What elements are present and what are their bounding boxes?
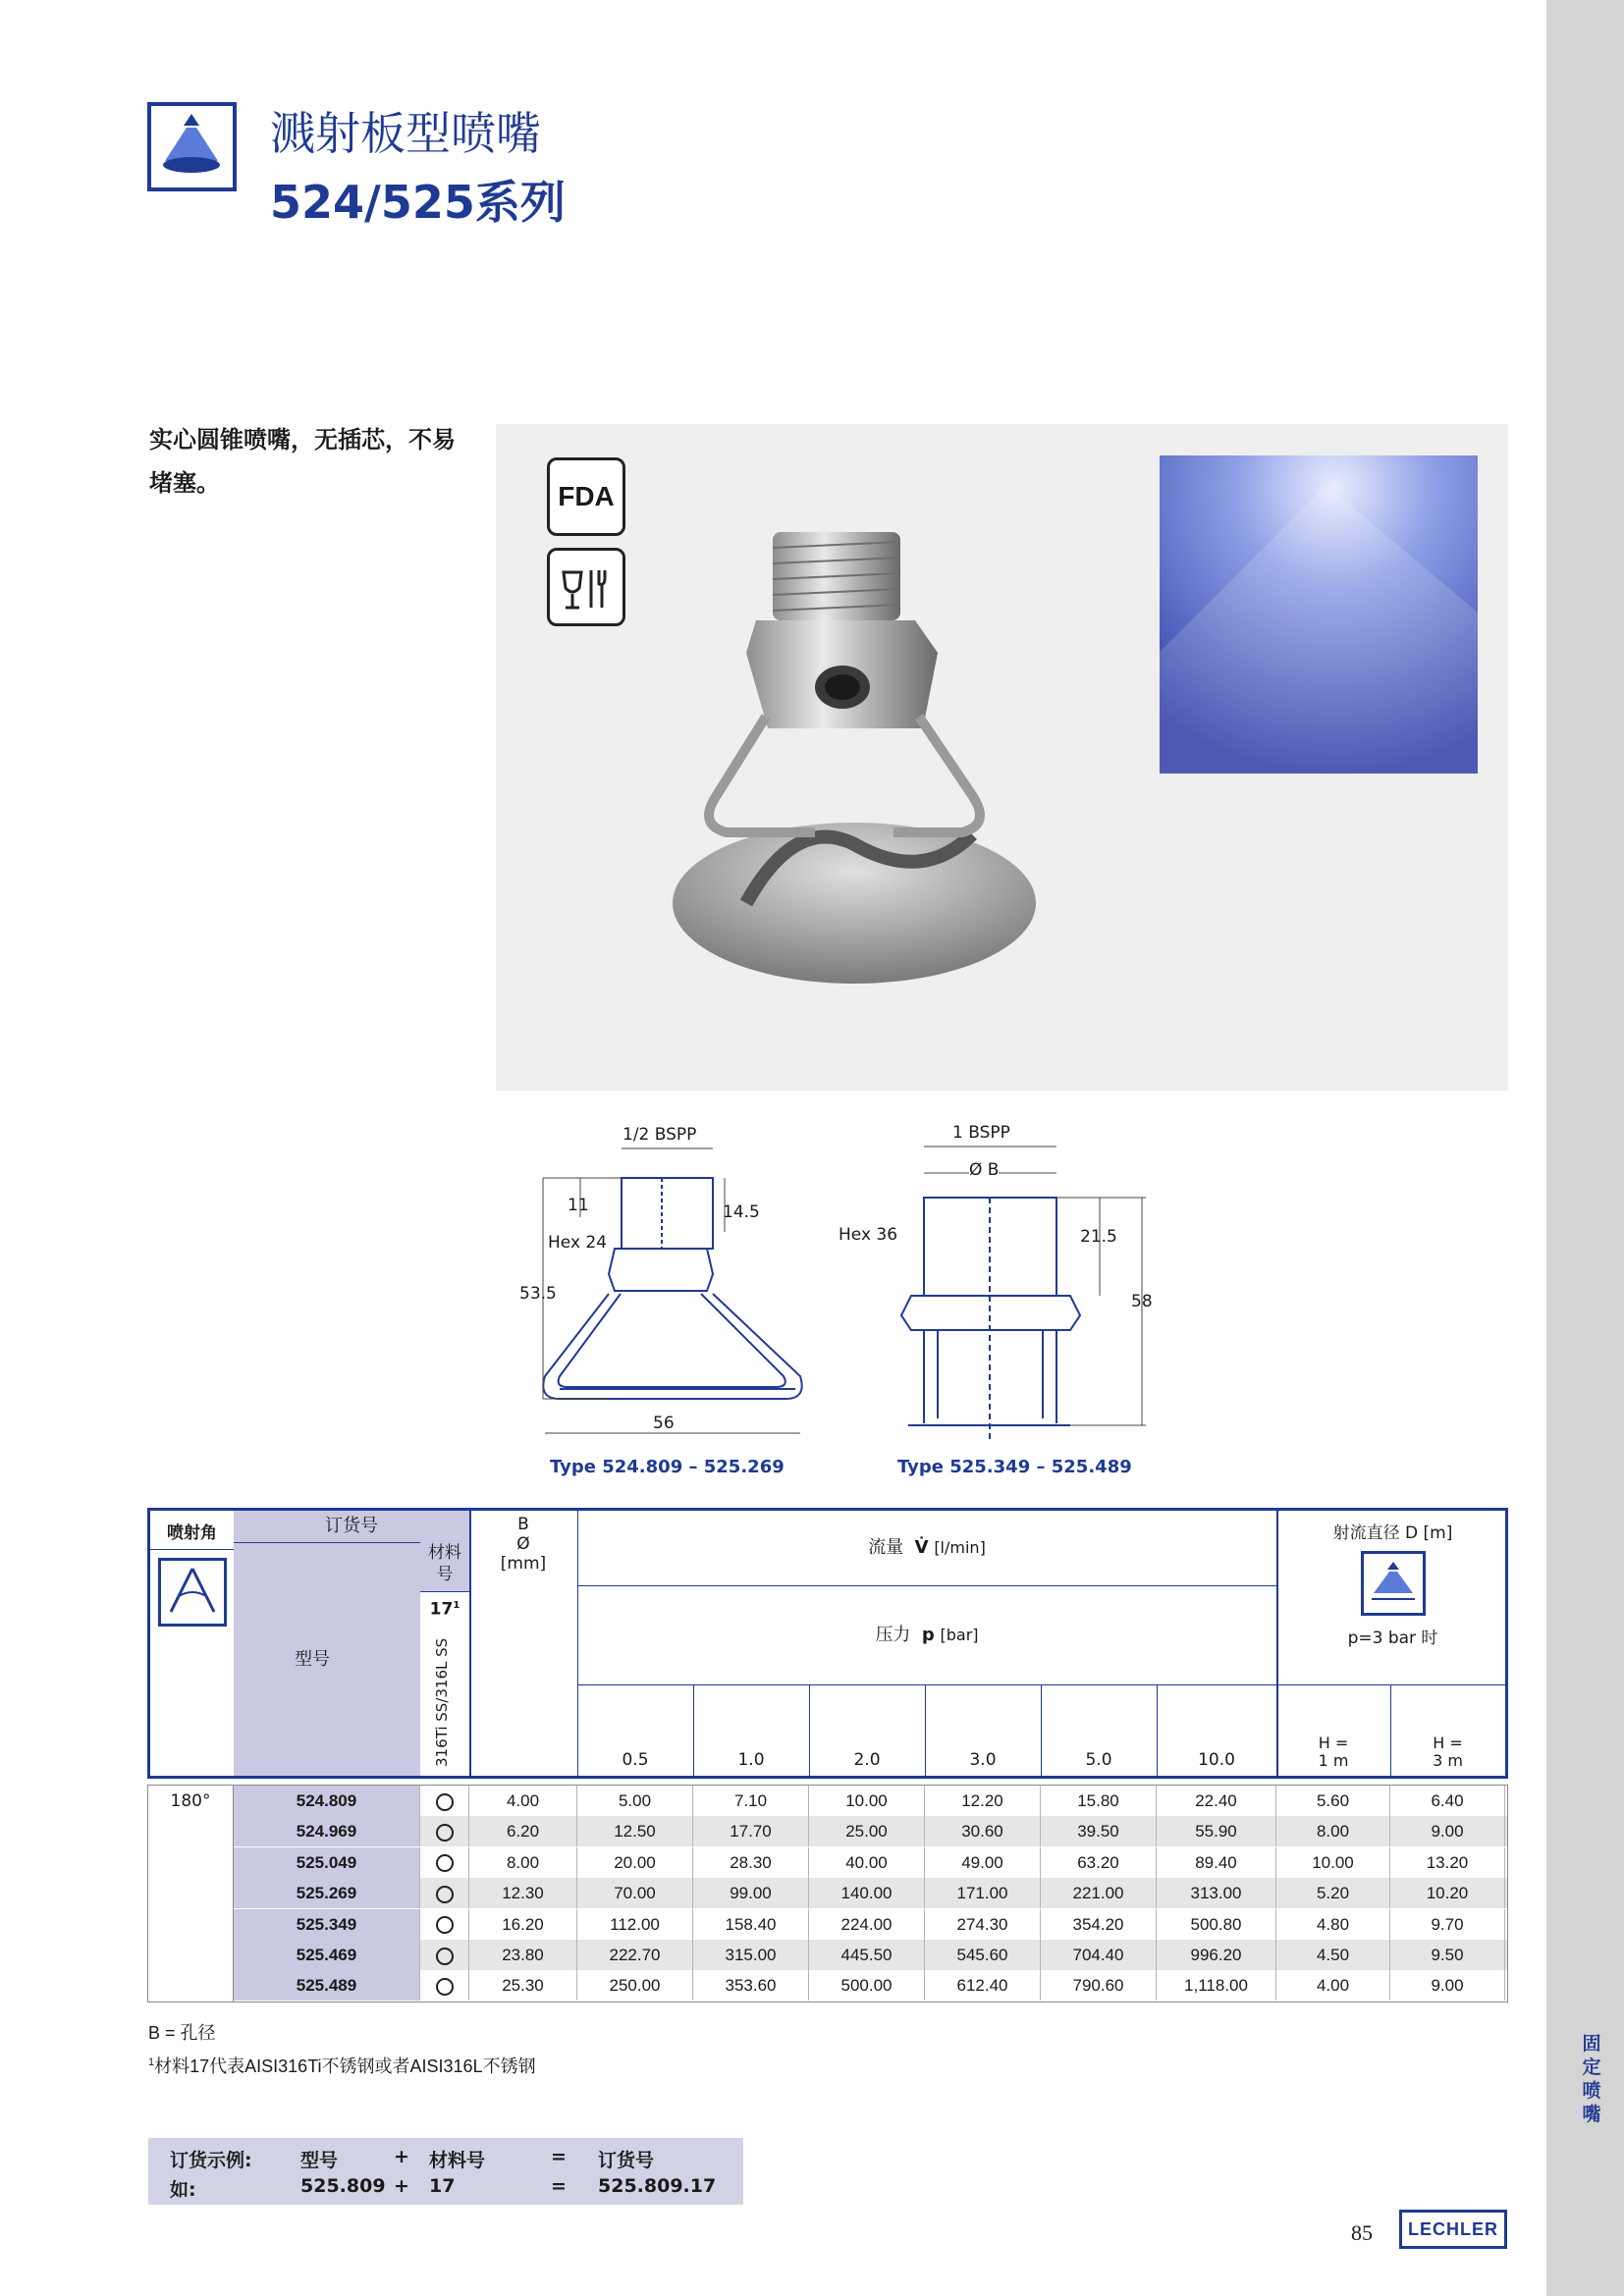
flow-cell: 15.80 <box>1041 1786 1157 1816</box>
flow-cell: 704.40 <box>1041 1940 1157 1970</box>
bore-header-symbol: Ø <box>516 1534 530 1554</box>
pressure-unit: [bar] <box>940 1626 979 1644</box>
bore-definition-note: B = 孔径 <box>148 2023 216 2043</box>
order-example-label: 订货示例: <box>170 2150 252 2171</box>
pressure-col: 2.0 <box>853 1750 881 1770</box>
flow-cell: 99.00 <box>693 1878 809 1908</box>
material-footnote <box>148 2053 536 2078</box>
flow-cell: 996.20 <box>1157 1940 1276 1970</box>
material-code: $17^1$ <box>420 1592 469 1620</box>
bore-cell: 16.20 <box>469 1909 577 1940</box>
angle-header-label: 喷射角 <box>150 1511 234 1550</box>
jet-3m-cell: 10.20 <box>1390 1878 1505 1908</box>
angle-value: 180° <box>148 1786 234 2002</box>
page-title: 溅射板型喷嘴 <box>270 107 541 160</box>
model-cell: 525.469 <box>234 1940 420 1970</box>
hex-label-large: Hex 36 <box>839 1225 898 1245</box>
table-row <box>234 1786 1507 1816</box>
pressure-header <box>577 1586 1276 1685</box>
model-cell: 525.349 <box>234 1909 420 1940</box>
pressure-col: 0.5 <box>622 1750 649 1770</box>
order-header-label: 订货号 <box>234 1511 469 1543</box>
flow-cell: 70.00 <box>577 1878 693 1908</box>
series-title: 524/525系列 <box>270 176 566 229</box>
jet-condition-label: p=3 bar 时 <box>1347 1629 1438 1648</box>
flow-cell: 354.20 <box>1041 1909 1157 1940</box>
order-example-model-header: 型号 <box>300 2150 339 2171</box>
flow-cell: 40.00 <box>809 1847 925 1878</box>
angle-header <box>150 1511 235 1776</box>
brand-logo: LECHLER <box>1399 2210 1507 2249</box>
pressure-label: 压力 <box>875 1625 911 1645</box>
material-option-circle[interactable] <box>436 1854 454 1872</box>
material-radio[interactable] <box>420 1878 469 1908</box>
dim-14-5-label: 14.5 <box>723 1202 760 1222</box>
page-number: 85 <box>1351 2220 1373 2245</box>
flow-cell: 612.40 <box>925 1970 1041 2001</box>
flow-cell: 22.40 <box>1157 1786 1276 1816</box>
pressure-col: 3.0 <box>969 1750 997 1770</box>
spray-nozzle-logo-icon <box>147 102 237 191</box>
footnote-marker: 1 <box>148 2056 155 2068</box>
model-cell: 525.049 <box>234 1847 420 1878</box>
order-example-equals-2: = <box>551 2175 567 2197</box>
flow-symbol: V̇ <box>914 1537 929 1558</box>
model-cell: 525.489 <box>234 1970 420 2001</box>
material-radio[interactable] <box>420 1909 469 1940</box>
intro-text: 实心圆锥喷嘴，无插芯，不易堵塞。 <box>149 426 456 497</box>
height-col: H = 3 m <box>1433 1734 1463 1770</box>
material-radio[interactable] <box>420 1816 469 1846</box>
order-example-order-value: 525.809.17 <box>598 2175 717 2197</box>
flow-cell: 222.70 <box>577 1940 693 1970</box>
table-body <box>147 1785 1508 2002</box>
flow-cell: 790.60 <box>1041 1970 1157 2001</box>
jet-3m-cell: 9.70 <box>1390 1909 1505 1940</box>
order-example-label-2: 如: <box>170 2179 196 2201</box>
hex-label: Hex 24 <box>548 1233 608 1253</box>
flow-cell: 274.30 <box>925 1909 1041 1940</box>
width-label: 56 <box>653 1414 675 1433</box>
order-example-model-value: 525.809 <box>300 2175 386 2197</box>
bore-cell: 25.30 <box>469 1970 577 2001</box>
height-col: H = 1 m <box>1318 1734 1349 1770</box>
material-option-circle[interactable] <box>436 1824 454 1842</box>
order-example-material-value: 17 <box>429 2175 456 2197</box>
bore-cell: 8.00 <box>469 1847 577 1878</box>
flow-cell: 28.30 <box>693 1847 809 1878</box>
material-radio[interactable] <box>420 1847 469 1878</box>
material-option-circle[interactable] <box>436 1916 454 1934</box>
flow-cell: 20.00 <box>577 1847 693 1878</box>
order-example-material-header: 材料号 <box>429 2150 486 2171</box>
flow-cell: 112.00 <box>577 1909 693 1940</box>
flow-header <box>577 1511 1276 1586</box>
flow-label: 流量 <box>868 1537 904 1558</box>
sidebar-section-label: 固定喷嘴 <box>1582 2033 1601 2125</box>
bore-header-b: B <box>517 1515 529 1534</box>
drawing-caption-right: Type 525.349 – 525.489 <box>897 1457 1132 1477</box>
material-option-circle[interactable] <box>436 1793 454 1811</box>
bore-cell: 6.20 <box>469 1816 577 1846</box>
flow-cell: 500.00 <box>809 1970 925 2001</box>
model-header-label: 型号 <box>295 1649 330 1670</box>
jet-3m-cell: 6.40 <box>1390 1786 1505 1816</box>
flow-cell: 39.50 <box>1041 1816 1157 1846</box>
dim-11-label: 11 <box>568 1196 589 1215</box>
order-example-box <box>148 2138 743 2205</box>
bore-cell: 4.00 <box>469 1786 577 1816</box>
flow-cell: 12.50 <box>577 1816 693 1846</box>
pressure-col: 5.0 <box>1085 1750 1112 1770</box>
jet-3m-cell: 9.00 <box>1390 1816 1505 1846</box>
bore-cell: 12.30 <box>469 1878 577 1908</box>
order-example-order-header: 订货号 <box>598 2150 655 2171</box>
flow-cell: 315.00 <box>693 1940 809 1970</box>
dim-21-5-label: 21.5 <box>1080 1227 1117 1247</box>
model-cell: 524.969 <box>234 1816 420 1846</box>
flow-cell: 158.40 <box>693 1909 809 1940</box>
pressure-col: 1.0 <box>737 1750 765 1770</box>
bore-cell: 23.80 <box>469 1940 577 1970</box>
order-example-plus-2: + <box>394 2175 409 2197</box>
footnote-text: 材料17代表AISI316Ti不锈钢或者AISI316L不锈钢 <box>154 2056 536 2076</box>
table-row <box>234 1816 1507 1846</box>
jet-1m-cell: 5.20 <box>1276 1878 1390 1908</box>
flow-cell: 30.60 <box>925 1816 1041 1846</box>
flow-cell: 353.60 <box>693 1970 809 2001</box>
flow-cell: 224.00 <box>809 1909 925 1940</box>
flow-cell: 25.00 <box>809 1816 925 1846</box>
material-radio[interactable] <box>420 1970 469 2001</box>
jet-1m-cell: 4.80 <box>1276 1909 1390 1940</box>
material-radio[interactable] <box>420 1940 469 1970</box>
flow-cell: 89.40 <box>1157 1847 1276 1878</box>
jet-diameter-icon <box>1361 1551 1426 1616</box>
drawing-caption-left: Type 524.809 – 525.269 <box>550 1457 785 1477</box>
flow-cell: 1,118.00 <box>1157 1970 1276 2001</box>
jet-3m-cell: 9.50 <box>1390 1940 1505 1970</box>
jet-1m-cell: 4.50 <box>1276 1940 1390 1970</box>
pressure-symbol: p <box>921 1625 935 1645</box>
spray-angle-icon <box>158 1558 227 1627</box>
order-example-equals: = <box>551 2146 567 2167</box>
table-row <box>234 1847 1507 1878</box>
flow-cell: 221.00 <box>1041 1878 1157 1908</box>
jet-1m-cell: 8.00 <box>1276 1816 1390 1846</box>
flow-cell: 7.10 <box>693 1786 809 1816</box>
order-example-plus: + <box>394 2146 409 2167</box>
bore-header <box>469 1511 578 1776</box>
pressure-columns <box>577 1685 1505 1776</box>
thread-label-large: 1 BSPP <box>952 1123 1010 1143</box>
material-header-label: 材料号 <box>420 1542 469 1592</box>
jet-1m-cell: 4.00 <box>1276 1970 1390 2001</box>
material-option-circle[interactable] <box>436 1978 454 1996</box>
flow-cell: 171.00 <box>925 1878 1041 1908</box>
jet-diameter-header <box>1276 1511 1507 1685</box>
jet-header-label: 射流直径 D [m] <box>1332 1523 1453 1543</box>
flow-cell: 49.00 <box>925 1847 1041 1878</box>
flow-cell: 250.00 <box>577 1970 693 2001</box>
material-name-cell <box>420 1620 469 1776</box>
flow-cell: 445.50 <box>809 1940 925 1970</box>
flow-cell: 5.00 <box>577 1786 693 1816</box>
spray-pattern-photo <box>1160 455 1478 774</box>
model-cell: 525.269 <box>234 1878 420 1908</box>
table-row <box>234 1878 1507 1908</box>
side-bar <box>1546 0 1624 2296</box>
height-label-large: 58 <box>1131 1292 1153 1311</box>
jet-3m-cell: 9.00 <box>1390 1970 1505 2001</box>
flow-cell: 500.80 <box>1157 1909 1276 1940</box>
nozzle-product-photo <box>599 520 1110 1001</box>
flow-cell: 140.00 <box>809 1878 925 1908</box>
model-cell: 524.809 <box>234 1786 420 1816</box>
flow-unit: [l/min] <box>934 1538 986 1557</box>
dimension-drawing-large <box>830 1119 1183 1453</box>
material-name: 316Ti SS/316L SS <box>433 1637 451 1767</box>
material-option-circle[interactable] <box>436 1886 454 1903</box>
jet-3m-cell: 13.20 <box>1390 1847 1505 1878</box>
flow-cell: 55.90 <box>1157 1816 1276 1846</box>
dimension-drawing-small <box>501 1119 825 1453</box>
flow-cell: 63.20 <box>1041 1847 1157 1878</box>
bore-header-unit: [mm] <box>500 1554 547 1574</box>
table-row <box>234 1909 1507 1940</box>
pressure-col: 10.0 <box>1198 1750 1235 1770</box>
flow-cell: 10.00 <box>809 1786 925 1816</box>
height-label: 53.5 <box>519 1284 557 1304</box>
fda-badge: FDA <box>547 457 625 536</box>
jet-1m-cell: 10.00 <box>1276 1847 1390 1878</box>
flow-cell: 313.00 <box>1157 1878 1276 1908</box>
material-option-circle[interactable] <box>436 1948 454 1965</box>
table-row <box>234 1970 1507 2001</box>
flow-cell: 12.20 <box>925 1786 1041 1816</box>
material-radio[interactable] <box>420 1786 469 1816</box>
jet-1m-cell: 5.60 <box>1276 1786 1390 1816</box>
flow-cell: 545.60 <box>925 1940 1041 1970</box>
flow-cell: 17.70 <box>693 1816 809 1846</box>
thread-label: 1/2 BSPP <box>623 1125 697 1145</box>
bore-label: Ø B <box>969 1160 1000 1180</box>
table-row <box>234 1940 1507 1970</box>
